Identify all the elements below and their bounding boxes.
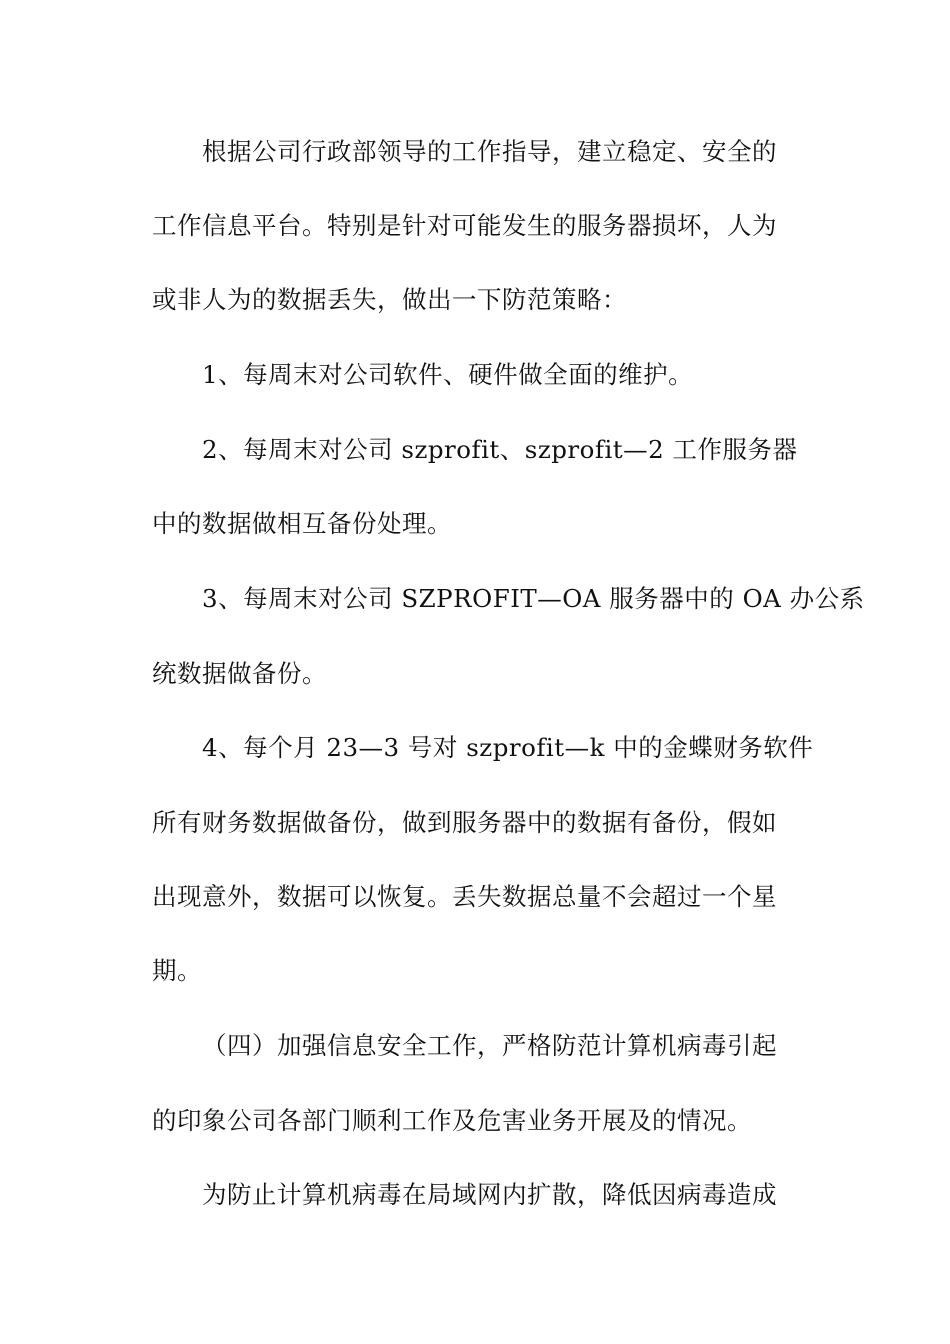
section-heading-4: （四）加强信息安全工作，严格防范计算机病毒引起	[202, 1031, 777, 1060]
list-item-4: 4、每个月 23—3 号对 szprofit—k 中的金蝶财务软件	[202, 733, 814, 762]
list-item-2: 2、每周末对公司 szprofit、szprofit—2 工作服务器	[202, 435, 798, 464]
paragraph-line-3: 或非人为的数据丢失，做出一下防范策略：	[152, 285, 627, 314]
list-item-4-cont-1: 所有财务数据做备份，做到服务器中的数据有备份，假如	[152, 808, 777, 837]
list-item-3-cont: 统数据做备份。	[152, 659, 327, 688]
paragraph-line-2: 工作信息平台。特别是针对可能发生的服务器损坏，人为	[152, 211, 777, 240]
section-heading-4-cont: 的印象公司各部门顺利工作及危害业务开展及的情况。	[152, 1106, 752, 1135]
list-item-4-cont-2: 出现意外，数据可以恢复。丢失数据总量不会超过一个星	[152, 882, 777, 911]
paragraph-line-1: 根据公司行政部领导的工作指导，建立稳定、安全的	[202, 137, 777, 166]
list-item-4-cont-3: 期。	[152, 956, 202, 985]
list-item-3: 3、每周末对公司 SZPROFIT—OA 服务器中的 OA 办公系	[202, 584, 865, 613]
list-item-2-cont: 中的数据做相互备份处理。	[152, 509, 452, 538]
paragraph-last-line: 为防止计算机病毒在局域网内扩散，降低因病毒造成	[202, 1180, 777, 1209]
list-item-1: 1、每周末对公司软件、硬件做全面的维护。	[202, 360, 694, 389]
